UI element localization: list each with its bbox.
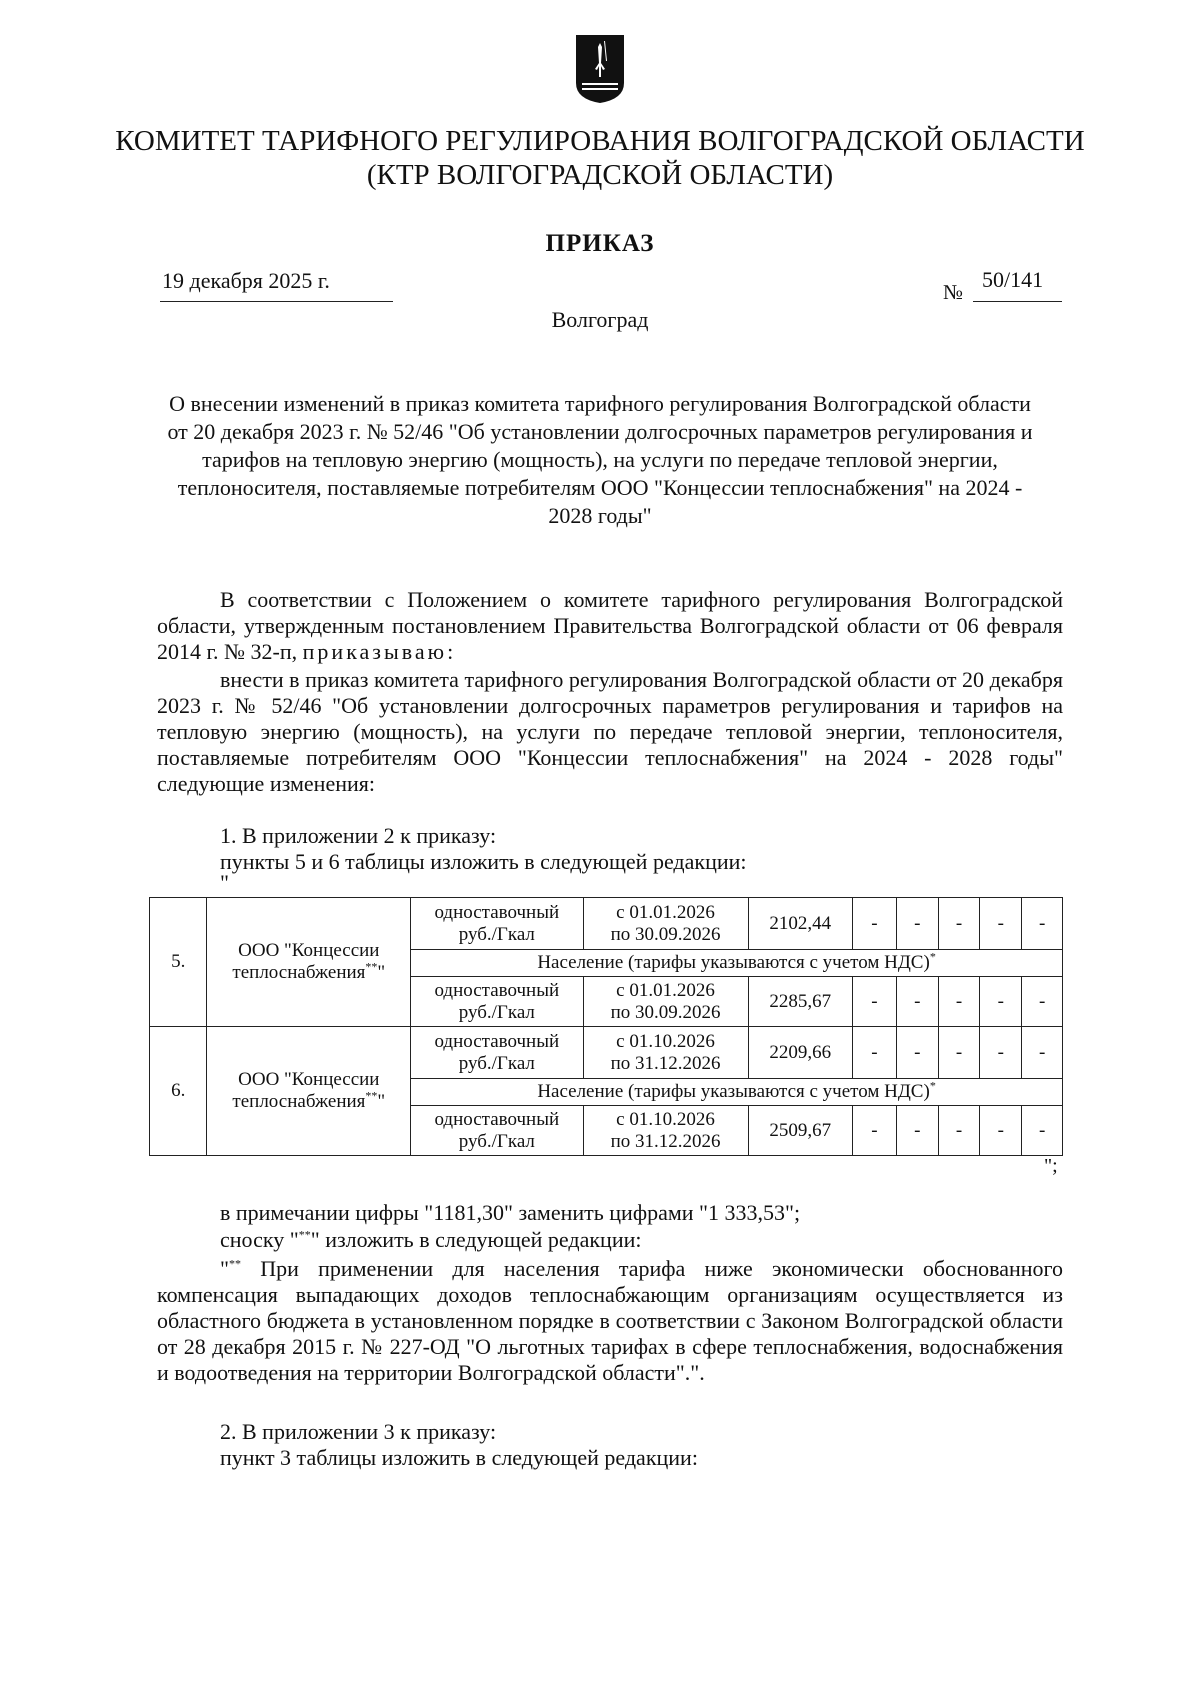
- empty-cell: -: [896, 977, 938, 1027]
- tariff-value: 2102,44: [748, 898, 852, 950]
- tariff-type-cell: одноставочный руб./Гкал: [411, 898, 583, 950]
- empty-cell: -: [853, 1027, 897, 1079]
- empty-cell: -: [938, 977, 980, 1027]
- number-underline: [973, 301, 1062, 302]
- empty-cell: -: [1022, 1106, 1063, 1156]
- empty-cell: -: [980, 977, 1022, 1027]
- table-row: [150, 1027, 1063, 1079]
- coat-of-arms-icon: [574, 33, 626, 105]
- footnote-text: "** При применении для населения тарифа ниже экономически обоснованного компенсация выпадающих доходов теплоснабжающим организациям осуществляется из областного бюджета в установленном порядке в соответствии с Законом Волгоградской области от 28 декабря 2015 г. № 227-ОД "О льготных тарифах в сфере теплоснабжения, водоснабжения и водоотведения на территории Волгоградской области".".: [157, 1256, 1063, 1385]
- number-sign: №: [943, 280, 964, 304]
- preamble-paragraph: [157, 587, 1063, 665]
- empty-cell: -: [853, 977, 897, 1027]
- tariff-type-cell: одноставочный руб./Гкал: [411, 1106, 583, 1156]
- table-open-quote: ": [220, 870, 229, 895]
- empty-cell: -: [853, 898, 897, 950]
- city-name: Волгоград: [551, 307, 649, 332]
- empty-cell: -: [980, 1106, 1022, 1156]
- period-cell: с 01.01.2026 по 30.09.2026: [583, 898, 748, 950]
- population-header: Население (тарифы указываются с учетом НДС)*: [411, 950, 1063, 977]
- order-subject: О внесении изменений в приказ комитета тарифного регулирования Волгоградской области от 20 декабря 2023 г. № 52/46 "Об установлении долгосрочных параметров регулирования и тарифов на тепловую энергию (мощность), на услуги по передаче тепловой энергии, теплоносителя, поставляемые потребителям ООО "Концессии теплоснабжения" на 2024 - 2028 годы": [167, 391, 1033, 528]
- tariff-value: 2509,67: [748, 1106, 852, 1156]
- footnote-intro: сноску "**" изложить в следующей редакции:: [220, 1227, 642, 1252]
- committee-abbreviation: (КТР ВОЛГОГРАДСКОЙ ОБЛАСТИ): [366, 159, 834, 191]
- preamble-text: В соответствии с Положением о комитете тарифного регулирования Волгоградской области, утвержденным постановлением Правительства Волгоградской области от 06 февраля 2014 г. № 32-п,: [157, 587, 1063, 664]
- empty-cell: -: [980, 1027, 1022, 1079]
- table-close-quote: ";: [1044, 1155, 1058, 1177]
- item-1-instruction: пункты 5 и 6 таблицы изложить в следующей редакции:: [220, 849, 747, 874]
- empty-cell: -: [938, 1027, 980, 1079]
- empty-cell: -: [938, 898, 980, 950]
- row-number: 6.: [150, 1027, 207, 1156]
- empty-cell: -: [853, 1106, 897, 1156]
- table-row: [150, 898, 1063, 950]
- order-number: 50/141: [982, 267, 1044, 292]
- period-cell: с 01.10.2026 по 31.12.2026: [583, 1106, 748, 1156]
- empty-cell: -: [980, 898, 1022, 950]
- order-date: 19 декабря 2025 г.: [162, 268, 330, 293]
- decree-word: приказываю:: [302, 639, 457, 664]
- item-1-heading: 1. В приложении 2 к приказу:: [220, 823, 497, 848]
- empty-cell: -: [896, 1027, 938, 1079]
- empty-cell: -: [1022, 1027, 1063, 1079]
- empty-cell: -: [1022, 898, 1063, 950]
- period-cell: с 01.10.2026 по 31.12.2026: [583, 1027, 748, 1079]
- amendment-paragraph: внести в приказ комитета тарифного регулирования Волгоградской области от 20 декабря 2023 г. № 52/46 "Об установлении долгосрочных параметров регулирования и тарифов на тепловую энергию (мощность), на услуги по передаче тепловой энергии, теплоносителя, поставляемые потребителям ООО "Концессии теплоснабжения" на 2024 - 2028 годы" следующие изменения:: [157, 667, 1063, 796]
- organization-cell: ООО "Концессии теплоснабжения**": [207, 1027, 411, 1156]
- row-number: 5.: [150, 898, 207, 1027]
- item-2-heading: 2. В приложении 3 к приказу:: [220, 1419, 497, 1444]
- organization-cell: ООО "Концессии теплоснабжения**": [207, 898, 411, 1027]
- tariff-value: 2285,67: [748, 977, 852, 1027]
- population-header: Население (тарифы указываются с учетом НДС)*: [411, 1079, 1063, 1106]
- tariff-value: 2209,66: [748, 1027, 852, 1079]
- committee-name: КОМИТЕТ ТАРИФНОГО РЕГУЛИРОВАНИЯ ВОЛГОГРАДСКОЙ ОБЛАСТИ: [115, 125, 1085, 157]
- empty-cell: -: [1022, 977, 1063, 1027]
- tariff-table: [149, 897, 1063, 1156]
- item-2-instruction: пункт 3 таблицы изложить в следующей редакции:: [220, 1445, 698, 1470]
- tariff-type-cell: одноставочный руб./Гкал: [411, 977, 583, 1027]
- empty-cell: -: [896, 1106, 938, 1156]
- document-title: ПРИКАЗ: [545, 230, 655, 257]
- note-replacement-line: в примечании цифры "1181,30" заменить цифрами "1 333,53";: [220, 1200, 801, 1225]
- date-underline: [160, 301, 393, 302]
- empty-cell: -: [896, 898, 938, 950]
- period-cell: с 01.01.2026 по 30.09.2026: [583, 977, 748, 1027]
- tariff-type-cell: одноставочный руб./Гкал: [411, 1027, 583, 1079]
- empty-cell: -: [938, 1106, 980, 1156]
